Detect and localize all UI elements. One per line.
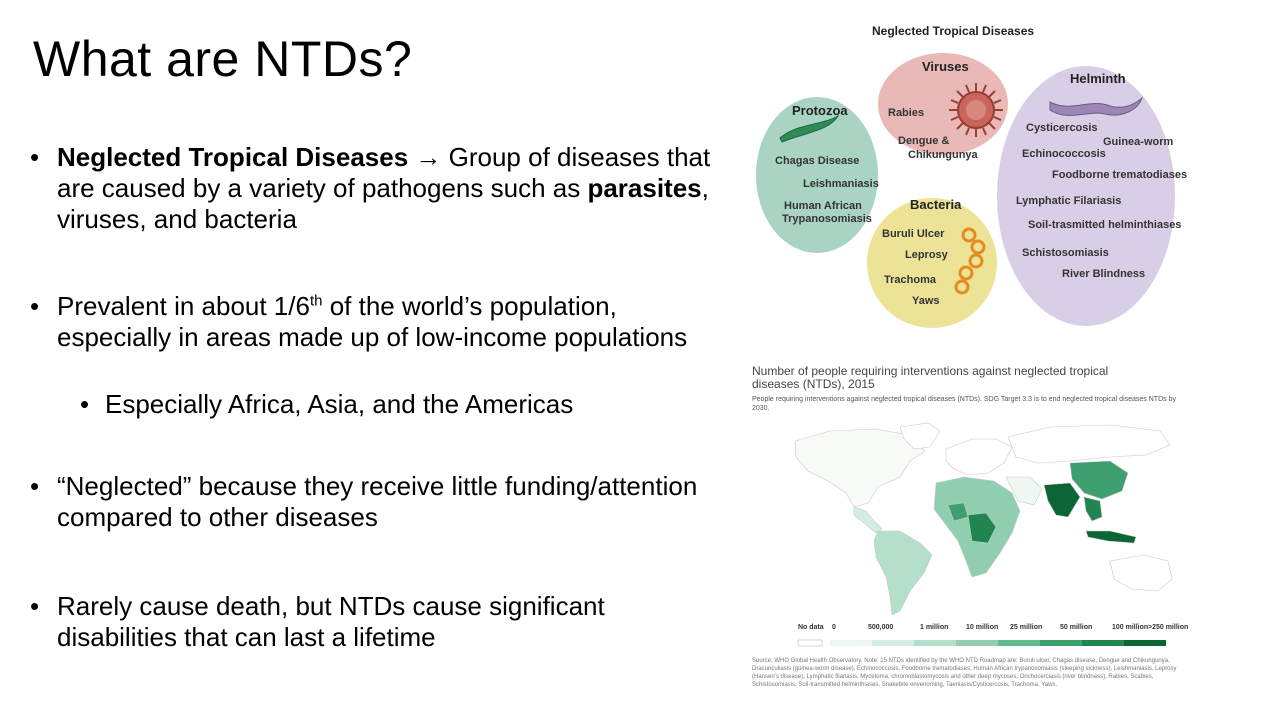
legend-swatch — [872, 640, 914, 646]
arrow-icon: → — [415, 142, 442, 172]
legend-label: No data — [798, 624, 824, 631]
helminth-item: Echinococcosis — [1022, 148, 1106, 160]
sub-bullet-text: Especially Africa, Asia, and the Americas — [105, 389, 574, 419]
legend-label: 100 million — [1112, 624, 1149, 631]
world-map — [750, 365, 1190, 625]
bacteria-item: Leprosy — [905, 249, 948, 261]
legend-swatch — [1040, 640, 1082, 646]
legend-swatch — [998, 640, 1040, 646]
bullet-text: of the world’s population, especially in areas made up of low-income populations — [57, 291, 688, 352]
bullet-text: “Neglected” because they receive little funding/attention compared to other diseases — [57, 471, 698, 532]
map-indonesia — [1086, 531, 1136, 543]
helminth-heading: Helminth — [1070, 71, 1126, 86]
bullet-text: Prevalent in about 1/6 — [57, 291, 310, 321]
protozoa-item: Chagas Disease — [775, 155, 860, 167]
protozoa-item: Human African — [784, 200, 862, 212]
bullet-text: Group of diseases that are caused by a variety of pathogens such as — [57, 142, 711, 203]
superscript: th — [309, 292, 323, 310]
bacteria-item: Yaws — [912, 295, 940, 307]
helminth-item: Schistosomiasis — [1022, 247, 1109, 259]
bullet-dot: • — [30, 471, 40, 501]
helminth-item: Soil-trasmitted helminthiases — [1028, 219, 1182, 231]
protozoa-item: Trypanosomiasis — [782, 213, 872, 225]
legend-swatch — [798, 640, 822, 646]
bullet-bold-lead: Neglected Tropical Diseases — [57, 142, 409, 172]
viruses-item: Chikungunya — [908, 149, 978, 161]
protozoa-ellipse — [755, 96, 879, 254]
viruses-heading: Viruses — [922, 59, 969, 74]
map-north-asia — [1008, 425, 1170, 463]
helminth-item: Cysticercosis — [1026, 122, 1098, 134]
legend-swatch — [914, 640, 956, 646]
helminth-item: River Blindness — [1062, 268, 1146, 280]
map-china — [1070, 461, 1128, 499]
legend-label: 10 million — [966, 624, 999, 631]
map-south-america — [874, 531, 932, 615]
legend-swatch — [830, 640, 872, 646]
diagram-title: Neglected Tropical Diseases — [872, 24, 1035, 38]
bacteria-heading: Bacteria — [910, 197, 962, 212]
map-australia — [1110, 555, 1172, 591]
map-central-america — [854, 507, 882, 533]
legend-label: 50 million — [1060, 624, 1093, 631]
bullet-dot: • — [80, 389, 90, 419]
legend-label: 25 million — [1010, 624, 1043, 631]
map-subtitle: People requiring interventions against neglected tropical diseases (NTDs). SDG Target 3.3 is to end neglected tropical diseases NTDs by 2030. — [752, 396, 1176, 412]
sub-bullet-regions — [80, 389, 720, 420]
bullet-ntd-definition — [30, 142, 720, 235]
bullet-neglected — [30, 471, 720, 533]
bullet-bold-mid: parasites — [587, 173, 702, 203]
map-legend-labels — [798, 624, 1188, 634]
helminth-item: Guinea-worm — [1103, 136, 1174, 148]
slide-title: What are NTDs? — [33, 31, 413, 87]
bullet-dot: • — [30, 142, 40, 172]
bullet-dot: • — [30, 291, 40, 321]
bacteria-ellipse — [866, 197, 998, 329]
bacteria-item: Trachoma — [884, 274, 936, 286]
viruses-item: Dengue & — [898, 135, 950, 147]
virus-icon — [949, 83, 1003, 137]
legend-swatch — [1124, 640, 1166, 646]
legend-label: 500,000 — [868, 624, 894, 631]
protozoa-item: Leishmaniasis — [803, 178, 879, 190]
legend-label: 0 — [832, 624, 836, 631]
legend-label: >250 million — [1148, 624, 1189, 631]
legend-swatch — [956, 640, 998, 646]
legend-label: 1 million — [920, 624, 949, 631]
map-title: Number of people requiring interventions against neglected tropical diseases (NTDs), 2015 — [752, 364, 1109, 391]
bullet-dot: • — [30, 591, 40, 621]
protozoa-heading: Protozoa — [792, 103, 848, 118]
ntd-categories-diagram — [750, 18, 1200, 338]
map-se-asia — [1084, 497, 1102, 521]
bullet-prevalence — [30, 291, 720, 353]
bullet-disabilities — [30, 591, 720, 653]
ntd-world-map-figure — [750, 365, 1190, 705]
bullet-text: Rarely cause death, but NTDs cause significant disabilities that can last a lifetime — [57, 591, 605, 652]
legend-swatch — [1082, 640, 1124, 646]
bullet-text: , viruses, and bacteria — [57, 173, 709, 234]
helminth-item: Lymphatic Filariasis — [1016, 195, 1122, 207]
map-legend-bar — [750, 636, 1190, 656]
bacteria-item: Buruli Ulcer — [882, 228, 945, 240]
map-europe — [946, 439, 1012, 475]
helminth-item: Foodborne trematodiases — [1052, 169, 1188, 181]
map-india — [1044, 483, 1080, 517]
map-source-note: Source: WHO Global Health Observatory. Note: 15 NTDs identified by the WHO NTD Roadmap are: Buruli ulcer, Chagas disease, Dengue and Chikungunya, Dracunculiasis (guinea-worm disease), Echinococcosis, Foodborne trematodiases, Human African trypanosomiasis (sleeping sickness), Leishmaniasis, Leprosy (Hansen's disease), Lymphatic filariasis, Mycetoma, chromoblastomycosis and other deep mycoses, Onchocerciasis (river blindness), Rabies, Scabies, Schistosomiasis, Soil-transmitted helminthiases, Snakebite envenoming, Taeniasis/Cysticercosis, Trachoma, Yaws. — [752, 658, 1177, 688]
viruses-item: Rabies — [888, 107, 925, 119]
